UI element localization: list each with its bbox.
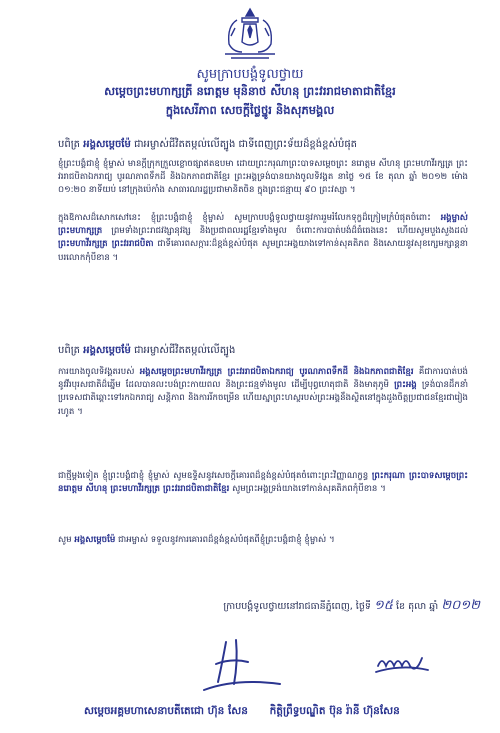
salutation-1-title: អង្គសម្ដេចម៉ែ: [83, 139, 131, 150]
paragraph-3-text-b: គឺជាការបាត់បង់នូវវីរបុរសជាតិដ៏ឆ្នើម ដែលបានលះបង់ព្រះកាយពល និងព្រះជន្មទាំងមូល ដើម្បីបុព្វហេតុជាតិ និងមាតុភូមិ: [58, 367, 469, 391]
signature-hun-sen: [196, 634, 286, 694]
salutation-1-rest: ជាអម្ចាស់ជីវិតតម្កល់លើត្បូង ជាទីពេញព្រះទ័យដ៏ខ្ពង់ខ្ពស់បំផុត: [134, 139, 358, 150]
date-month: ខែ តុលា ឆ្នាំ: [396, 601, 439, 612]
header-line-3: ក្នុងសេរីភាព សេចក្ដីថ្លៃថ្នូរ និងសុភមង្គល: [165, 103, 335, 117]
salutation-1: [58, 138, 468, 151]
header-line-2: សម្ដេចព្រះមហាក្សត្រី នរោត្ដម មុនិនាថ សីហនុ ព្រះវររាជមាតាជាតិខ្មែរ: [104, 84, 396, 98]
paragraph-3-text-c: ទ្រង់បានដឹកនាំប្រទេសជាតិឆ្ពោះទៅរកឯករាជ្យ សន្តិភាព និងការរីកចម្រើន ហើយស្នាព្រះហស្ថរបស់ព្រះអង្គនឹងស្ថិតនៅក្នុងដួងចិត្តប្រជាជនខ្មែរជារៀងរហូត ។: [58, 380, 469, 417]
signature-bun-rany: [372, 648, 432, 678]
paragraph-5: [58, 534, 468, 547]
signer-right: កិត្តិព្រឹទ្ធបណ្ឌិត ប៊ុន រ៉ានី ហ៊ុនសែន: [269, 705, 400, 717]
paragraph-3-highlight-b: ព្រះអង្គ: [394, 380, 417, 391]
paragraph-2-text-c: ជាទីគោរពសក្ការៈដ៏ខ្ពង់ខ្ពស់បំផុត សូមព្រះអង្គយាងទៅកាន់សុគតិភព និងសោយនូវសុខក្សេមក្សាន្តនាបរលោកកុំបីខាន ។: [58, 239, 468, 263]
salutation-1-prefix: បពិត្រ: [58, 139, 81, 150]
paragraph-2: [58, 212, 468, 265]
paragraph-4-text-a: ជាថ្មីម្ដងទៀត ខ្ញុំព្រះបង្គំជាខ្ញុំ ខ្ញុំម្ចាស់ សូមឧទ្ទិសនូវសេចក្ដីគោរពដ៏ខ្ពង់ខ្ពស់បំផុតចំពោះព្រះវិញ្ញាណក្ខន្ធ: [58, 471, 369, 481]
header-line-1: សូមក្រាបបង្គំទូលថ្វាយ: [196, 67, 304, 82]
paragraph-2-highlight-a: អង្គម្ចាស់ព្រះមហាក្សត្រ: [58, 213, 468, 237]
paragraph-5-prefix: សូម: [58, 535, 72, 545]
salutation-2-title: អង្គសម្ដេចម៉ែ: [83, 345, 131, 356]
royal-coat-of-arms-icon: [215, 6, 285, 62]
salutation-2-prefix: បពិត្រ: [58, 345, 81, 356]
paragraph-3: [58, 366, 468, 419]
salutation-2-rest: ជាអម្ចាស់ជីវិតតម្កល់លើត្បូង: [134, 345, 236, 356]
date-day: ១៥: [373, 598, 393, 613]
paragraph-1: ខ្ញុំព្រះបង្គំជាខ្ញុំ ខ្ញុំម្ចាស់ មានក្ដីក្រុកក្រួលខ្លោចផ្សាឥតឧបមា ដោយព្រះករុណាព្រះបាទសម្ដេចព្រះ នរោត្ដម សីហនុ ព្រះមហាវីរក្សត្រ ព្រះវររាជបិតាឯករាជ្យ បូរណភាពទឹកដី និងឯកភាពជាតិខ្មែរ ព្រះអង្គទ្រង់បានយាងចូលទិវង្គត នាថ្ងៃ ១៥ ខែ តុលា ឆ្នាំ ២០១២ ម៉ោង ០១:២០ នាទីយប់ នៅក្រុងប៉េកាំង សាធារណរដ្ឋប្រជាមានិតចិន ក្នុងព្រះជន្មាយុ ៩០ ព្រះវស្សា ។: [58, 159, 468, 196]
paragraph-4: [58, 470, 468, 496]
signers-row: [84, 705, 484, 720]
paragraph-5-highlight: អង្គសម្ដេចម៉ែ: [74, 535, 116, 545]
date-year: ២០១២: [441, 598, 480, 613]
salutation-2: [58, 344, 468, 357]
paragraph-2-highlight-b: ព្រះមហាវីរក្សត្រ ព្រះវររាជបិតា: [58, 239, 154, 250]
paragraph-3-highlight-a: អង្គសម្ដេចព្រះមហាវីរក្សត្រ ព្រះវររាជបិតាឯករាជ្យ បូរណភាពទឹកដី និងឯកភាពជាតិខ្មែរ: [139, 367, 414, 377]
paragraph-2-text-b: ព្រមទាំងព្រះរាជវង្សានុវង្ស និងប្រជាពលរដ្ឋខ្មែរទាំងមូល ចំពោះការបាត់បង់ដ៏ធំធេងនេះ ហើយសូមបួងសួងដល់: [111, 226, 469, 237]
paragraph-5-text: ជាអម្ចាស់ ទទួលនូវការគោរពដ៏ខ្ពង់ខ្ពស់បំផុតពីខ្ញុំព្រះបង្គំជាខ្ញុំ ខ្ញុំម្ចាស់ ។: [118, 535, 335, 545]
signer-left: សម្ដេចអគ្គមហាសេនាបតីតេជោ ហ៊ុន សែន: [84, 705, 248, 717]
date-prefix: ក្រាបបង្គំទូលថ្វាយនៅរាជធានីភ្នំពេញ, ថ្ងៃទី: [223, 601, 371, 612]
paragraph-4-highlight-a: ព្រះករុណា ព្រះបាទសម្ដេចព្រះ នរោត្ដម សីហនុ ព្រះមហាវីរក្សត្រ ព្រះវររាជបិតាជាតិខ្មែរ: [58, 471, 468, 495]
date-line: [170, 597, 480, 616]
paragraph-4-text-b: សូមព្រះអង្គទ្រង់យាងទៅកាន់សុគតិភពកុំបីខាន ។: [232, 484, 386, 495]
paragraph-3-text-a: ការយាងចូលទិវង្គតរបស់: [58, 367, 135, 377]
paragraph-2-text-a: ក្នុងឱកាសដ៏សោកសៅនេះ ខ្ញុំព្រះបង្គំជាខ្ញុំ ខ្ញុំម្ចាស់ សូមក្រាបបង្គំទូលថ្វាយនូវការរួមរំលែកទុក្ខដ៏ក្រៀមក្រំបំផុតចំពោះ: [58, 213, 431, 223]
